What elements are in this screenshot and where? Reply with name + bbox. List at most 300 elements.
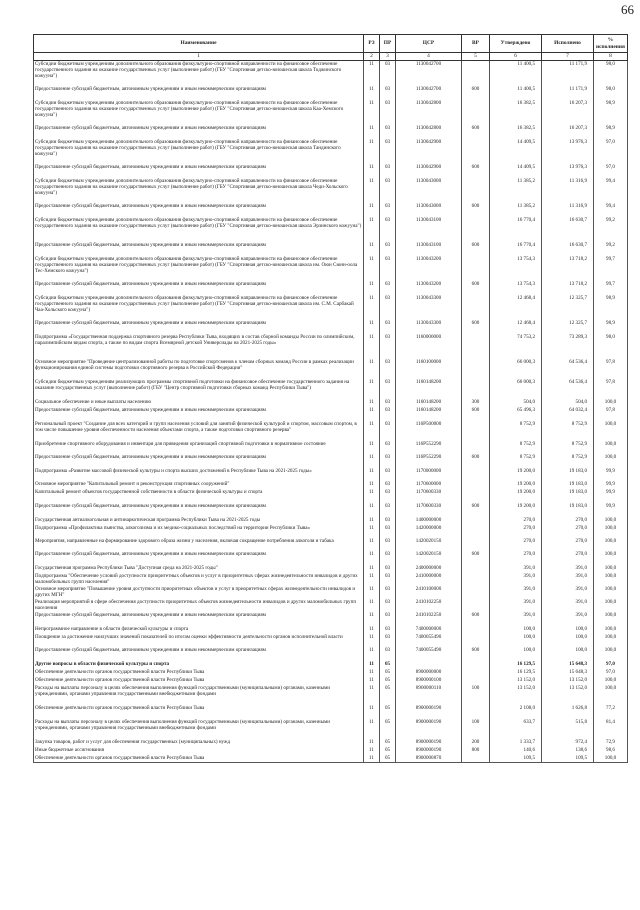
row-vr: 600 [462,454,490,468]
row-vr [462,525,490,538]
row-csr: 8900000190 [396,747,462,755]
row-executed: 515,8 [542,719,594,739]
row-percent: 97,0 [594,139,628,164]
row-rz: 11 [364,421,380,441]
row-approved: 504,0 [490,399,542,407]
row-name: Мероприятия, направленные на формирование здорового образа жизни у населения, включая сокращение потребления алкоголя и табака [34,538,364,551]
row-approved: 14 409,5 [490,139,542,164]
row-name: Расходы на выплаты персоналу в целях обеспечения выполнения функций государственными (муниципальными) органами, казенными учреждениями, органами управления государственными внебюджетными фондами [34,719,364,739]
row-csr: 1160100000 [396,359,462,379]
row-vr [462,669,490,677]
row-rz: 11 [364,61,380,86]
table-row [34,747,628,755]
row-name: Субсидии бюджетным учреждениям дополнительного образования физкультурно-спортивной направленности на финансовое обеспечение государственного задания на оказание государственных услуг (выполнение работ) (ГБУ "Спортивная детско-юношеская школа Эрзинского кожууна") [34,217,364,242]
row-percent: 81,4 [594,719,628,739]
row-approved: 13 152,0 [490,677,542,685]
row-name: Субсидии бюджетным учреждениям дополнительного образования физкультурно-спортивной направленности на финансовое обеспечение государственного задания на оказание государственных услуг (выполнение работ) (ГБУ "Спортивная детско-юношеская школа Тандинского кожууна") [34,139,364,164]
row-approved: 140,6 [490,747,542,755]
row-csr: 1170600330 [396,489,462,503]
row-vr: 200 [462,739,490,747]
row-csr: 1130043300 [396,320,462,334]
row-pr: 03 [380,565,396,573]
row-name: Обеспечение деятельности органов государственной власти Республики Тыва [34,677,364,685]
row-percent: 98,0 [594,86,628,100]
row-rz: 11 [364,125,380,139]
row-executed: 13 976,3 [542,139,594,164]
row-pr: 03 [380,242,396,256]
table-row [34,626,628,634]
row-vr [462,217,490,242]
row-name: Предоставление субсидий бюджетным, автономным учреждениям и иным некоммерческим организациям [34,86,364,100]
row-approved: 16 382,5 [490,100,542,125]
row-percent: 99,4 [594,178,628,203]
row-vr [462,599,490,612]
row-name: Поощрение за достижение наилучших значений показателей по итогам оценки эффективности деятельности органов исполнительной власти [34,634,364,647]
row-executed: 19 183,0 [542,503,594,517]
row-executed: 64 032,4 [542,407,594,421]
row-approved: 100,0 [490,626,542,634]
row-vr: 600 [462,647,490,661]
row-executed: 391,0 [542,586,594,599]
row-approved: 74 753,2 [490,334,542,359]
table-row [34,256,628,281]
row-vr [462,634,490,647]
table-row [34,551,628,565]
row-pr: 03 [380,538,396,551]
row-rz: 11 [364,634,380,647]
row-pr: 03 [380,586,396,599]
row-name: Предоставление субсидий бюджетным, автономным учреждениям и иным некоммерческим организациям [34,551,364,565]
row-csr: 1130042800 [396,125,462,139]
row-vr: 600 [462,164,490,178]
row-approved: 19 200,0 [490,468,542,481]
row-name: Обеспечение деятельности органов государственной власти Республики Тыва [34,669,364,677]
row-csr: 116P552290 [396,454,462,468]
row-approved: 270,0 [490,517,542,525]
row-percent: 100,0 [594,551,628,565]
table-row [34,481,628,489]
row-approved: 391,0 [490,612,542,626]
row-name: Предоставление субсидий бюджетным, автономным учреждениям и иным некоммерческим организациям [34,281,364,295]
row-vr: 600 [462,242,490,256]
row-rz: 11 [364,203,380,217]
header-rz: РЗ [364,35,380,53]
row-csr: 1420020150 [396,538,462,551]
row-pr: 03 [380,399,396,407]
row-csr: 8900000110 [396,685,462,705]
row-csr: 8900000100 [396,677,462,685]
row-rz: 11 [364,705,380,719]
row-csr: 1130043300 [396,295,462,320]
row-percent: 98,9 [594,295,628,320]
row-pr: 03 [380,573,396,586]
row-executed: 16 207,3 [542,125,594,139]
col-number: 8 [594,53,628,61]
row-rz: 11 [364,755,380,763]
row-executed: 100,0 [542,634,594,647]
row-name: Реализация мероприятий в сфере обеспечения доступности приоритетных объектов жизнедеятельности инвалидов и других маломобильных групп населения [34,599,364,612]
table-row [34,525,628,538]
row-approved: 633,7 [490,719,542,739]
row-pr: 03 [380,61,396,86]
table-row [34,139,628,164]
col-number: 3 [380,53,396,61]
row-pr: 03 [380,178,396,203]
row-percent: 99,9 [594,481,628,489]
col-number: 5 [462,53,490,61]
row-csr: 116P500000 [396,421,462,441]
table-row [34,320,628,334]
row-approved: 12 468,4 [490,295,542,320]
row-rz: 11 [364,334,380,359]
table-row [34,86,628,100]
row-rz: 11 [364,503,380,517]
row-rz: 11 [364,178,380,203]
table-row [34,125,628,139]
row-csr: 7400055490 [396,647,462,661]
row-percent: 97,0 [594,661,628,669]
row-approved: 16 770,4 [490,217,542,242]
row-rz: 11 [364,612,380,626]
row-csr: 7400055490 [396,634,462,647]
row-rz: 11 [364,441,380,454]
col-number: 6 [490,53,542,61]
row-rz: 11 [364,551,380,565]
row-name: Региональный проект "Создание для всех категорий и групп населения условий для занятий физической культурой и спортом, массовым спортом, в том числе повышение уровня обеспеченности населения объектами спорта, а также подготовки спортивного резерва" [34,421,364,441]
table-row [34,586,628,599]
row-percent: 72,9 [594,739,628,747]
table-row [34,407,628,421]
row-pr: 03 [380,256,396,281]
row-vr [462,489,490,503]
row-name: Капитальный ремонт объектов государственной собственности в области физической культуры и спорта [34,489,364,503]
row-rz: 11 [364,139,380,164]
row-name: Обеспечение деятельности органов государственной власти Республики Тыва [34,755,364,763]
row-pr: 03 [380,86,396,100]
row-rz: 11 [364,586,380,599]
row-executed: 270,0 [542,538,594,551]
row-vr [462,517,490,525]
row-approved: 66 000,3 [490,379,542,399]
table-row [34,634,628,647]
table-row [34,164,628,178]
row-percent: 97,0 [594,164,628,178]
table-row [34,612,628,626]
row-pr: 03 [380,320,396,334]
table-row [34,661,628,669]
row-percent: 100,0 [594,685,628,705]
row-executed: 13 718,2 [542,256,594,281]
row-pr: 03 [380,359,396,379]
table-row [34,399,628,407]
row-rz: 11 [364,719,380,739]
table-row [34,739,628,747]
row-vr [462,705,490,719]
row-csr: 1130043000 [396,178,462,203]
table-row [34,599,628,612]
row-name: Предоставление субсидий бюджетным, автономным учреждениям и иным некоммерческим организациям [34,454,364,468]
row-executed: 391,0 [542,573,594,586]
table-body [34,61,628,763]
row-name: Иные бюджетные ассигнования [34,747,364,755]
row-csr: 1160000000 [396,334,462,359]
row-rz: 11 [364,739,380,747]
row-name: Основное мероприятие "Капитальный ремонт и реконструкция спортивных сооружений" [34,481,364,489]
row-name: Основное мероприятие "Повышение уровня доступности приоритетных объектов и услуг в приоритетных сферах жизнедеятельности инвалидов и других МГН" [34,586,364,599]
row-vr [462,755,490,763]
row-rz: 11 [364,256,380,281]
row-csr: 1130043100 [396,217,462,242]
row-vr [462,661,490,669]
table-row [34,538,628,551]
header-percent: % исполнения [594,35,628,53]
row-rz: 11 [364,599,380,612]
row-vr [462,586,490,599]
row-percent: 98,9 [594,100,628,125]
row-pr: 03 [380,441,396,454]
table-row [34,565,628,573]
row-percent: 100,0 [594,399,628,407]
row-approved: 14 409,5 [490,164,542,178]
row-rz: 11 [364,320,380,334]
row-executed: 19 183,0 [542,489,594,503]
row-percent: 100,0 [594,573,628,586]
row-csr: 1170600330 [396,503,462,517]
row-percent: 99,9 [594,468,628,481]
row-percent: 100,0 [594,677,628,685]
row-executed: 8 752,9 [542,454,594,468]
row-percent: 99,9 [594,489,628,503]
row-executed: 64 536,4 [542,359,594,379]
row-percent: 99,2 [594,242,628,256]
header-name: Наименование [34,35,364,53]
row-csr: 116P552290 [396,441,462,454]
row-vr: 600 [462,125,490,139]
row-vr: 600 [462,320,490,334]
row-percent: 98,6 [594,747,628,755]
row-executed: 16 207,3 [542,100,594,125]
row-approved: 13 152,0 [490,685,542,705]
row-csr: 2410102250 [396,612,462,626]
table-row [34,677,628,685]
row-approved: 391,0 [490,565,542,573]
row-executed: 1 626,8 [542,705,594,719]
table-row [34,685,628,705]
row-name: Предоставление субсидий бюджетным, автономным учреждениям и иным некоммерческим организациям [34,407,364,421]
row-name: Субсидии бюджетным учреждениям дополнительного образования физкультурно-спортивной направленности на финансовое обеспечение государственного задания на оказание государственных услуг (выполнение работ) (ГБУ "Спортивная детско-юношеская школа Чеди-Хольского кожууна") [34,178,364,203]
row-pr: 03 [380,379,396,399]
table-row [34,61,628,86]
row-name: Предоставление субсидий бюджетным, автономным учреждениям и иным некоммерческим организациям [34,320,364,334]
row-approved: 2 108,0 [490,705,542,719]
row-vr: 600 [462,503,490,517]
row-pr: 03 [380,647,396,661]
row-approved: 100,0 [490,647,542,661]
table-row [34,719,628,739]
row-csr: 1130042900 [396,139,462,164]
row-executed: 109,5 [542,755,594,763]
row-vr [462,626,490,634]
row-executed: 13 976,3 [542,164,594,178]
row-csr: 7400000000 [396,626,462,634]
row-csr: 2410102250 [396,599,462,612]
row-pr: 05 [380,705,396,719]
row-rz: 11 [364,86,380,100]
row-name: Социальное обеспечение и иные выплаты населению [34,399,364,407]
row-vr [462,468,490,481]
row-rz: 11 [364,517,380,525]
table-row [34,359,628,379]
row-percent: 99,7 [594,256,628,281]
row-executed: 19 183,0 [542,468,594,481]
row-name: Предоставление субсидий бюджетным, автономным учреждениям и иным некоммерческим организациям [34,125,364,139]
row-rz: 11 [364,454,380,468]
row-executed: 12 325,7 [542,320,594,334]
row-rz: 11 [364,100,380,125]
row-vr [462,379,490,399]
table-row [34,217,628,242]
row-pr: 03 [380,281,396,295]
budget-table [33,34,628,763]
row-csr: 2410000000 [396,573,462,586]
row-percent: 98,0 [594,334,628,359]
row-approved: 8 752,9 [490,421,542,441]
row-approved: 19 200,0 [490,503,542,517]
row-approved: 65 496,3 [490,407,542,421]
row-csr: 1160148200 [396,407,462,421]
row-pr: 05 [380,661,396,669]
row-rz: 11 [364,565,380,573]
row-executed: 64 536,4 [542,379,594,399]
row-rz: 11 [364,747,380,755]
row-vr [462,256,490,281]
row-executed: 391,0 [542,565,594,573]
row-rz: 11 [364,669,380,677]
row-vr [462,359,490,379]
table-row [34,100,628,125]
table-row [34,281,628,295]
row-csr: 8900000190 [396,705,462,719]
row-percent: 100,0 [594,586,628,599]
row-rz: 11 [364,359,380,379]
row-csr: 1130043200 [396,256,462,281]
row-approved: 391,0 [490,599,542,612]
row-approved: 16 382,5 [490,125,542,139]
row-vr: 600 [462,407,490,421]
row-approved: 16 129,5 [490,661,542,669]
row-executed: 11 171,9 [542,61,594,86]
row-pr: 03 [380,454,396,468]
row-percent: 100,0 [594,612,628,626]
row-pr: 03 [380,525,396,538]
row-executed: 100,0 [542,647,594,661]
row-executed: 138,6 [542,747,594,755]
row-percent: 100,0 [594,441,628,454]
row-pr: 05 [380,739,396,747]
row-rz: 11 [364,399,380,407]
row-executed: 11 316,9 [542,178,594,203]
row-approved: 11 385,2 [490,178,542,203]
row-csr: 1130042800 [396,100,462,125]
row-approved: 270,0 [490,538,542,551]
row-approved: 270,0 [490,525,542,538]
row-rz: 11 [364,164,380,178]
row-name: Закупка товаров, работ и услуг для обеспечения государственных (муниципальных) нужд [34,739,364,747]
row-pr: 03 [380,100,396,125]
row-name: Субсидии бюджетным учреждениям дополнительного образования физкультурно-спортивной направленности на финансовое обеспечение государственного задания на оказание государственных услуг (выполнение работ) (ГБУ "Спортивная детско-юношеская школа им. Оюн Сюнн-оола Тес-Хемского кожууна") [34,256,364,281]
row-approved: 391,0 [490,586,542,599]
row-pr: 03 [380,551,396,565]
row-executed: 391,0 [542,612,594,626]
row-name: Расходы на выплаты персоналу в целях обеспечения выполнения функций государственными (муниципальными) органами, казенными учреждениями, органами управления государственными внебюджетными фондами [34,685,364,705]
row-percent: 100,0 [594,454,628,468]
row-executed: 270,0 [542,525,594,538]
row-vr [462,441,490,454]
col-number: 2 [364,53,380,61]
table-row [34,178,628,203]
row-executed: 19 183,0 [542,481,594,489]
row-pr: 03 [380,468,396,481]
row-percent: 97,8 [594,359,628,379]
row-executed: 504,0 [542,399,594,407]
row-name: Другие вопросы в области физической культуры и спорта [34,661,364,669]
row-csr: 1130042700 [396,61,462,86]
row-csr: 1160148200 [396,379,462,399]
row-name: Государственная антиалкогольная и антинаркотическая программа Республики Тыва на 2021-2025 годы [34,517,364,525]
row-vr: 600 [462,281,490,295]
row-name: Подпрограмма «Развитие массовой физической культуры и спорта высших достижений в Республике Тыва на 2021-2025 годы» [34,468,364,481]
row-csr: 2400000000 [396,565,462,573]
row-pr: 03 [380,489,396,503]
row-pr: 05 [380,669,396,677]
row-pr: 05 [380,747,396,755]
row-pr: 05 [380,755,396,763]
row-csr: 1130043100 [396,242,462,256]
row-percent: 100,0 [594,525,628,538]
row-percent: 100,0 [594,599,628,612]
col-number: 1 [34,53,364,61]
row-csr: 8900000190 [396,719,462,739]
row-vr [462,538,490,551]
row-rz: 11 [364,281,380,295]
row-vr [462,139,490,164]
row-name: Субсидии бюджетным учреждениям реализующих программы спортивной подготовки на финансовое обеспечение государственного задания на оказание государственных услуг (выполнение работ) (ГБУ "Центр спортивной подготовки сборных команд Республики Тыва") [34,379,364,399]
row-approved: 11 385,2 [490,203,542,217]
table-row [34,379,628,399]
row-csr: 1130042700 [396,86,462,100]
row-csr: 1400000000 [396,517,462,525]
row-vr [462,61,490,86]
row-pr: 03 [380,612,396,626]
row-executed: 13 152,0 [542,677,594,685]
row-percent: 99,4 [594,203,628,217]
row-name: Подпрограмма "Обеспечение условий доступности приоритетных объектов и услуг в приоритетных сферах жизнедеятельности инвалидов и других маломобильных групп населения" [34,573,364,586]
row-pr: 03 [380,421,396,441]
row-name: Предоставление субсидий бюджетным, автономным учреждениям и иным некоммерческим организациям [34,647,364,661]
row-name: Предоставление субсидий бюджетным, автономным учреждениям и иным некоммерческим организациям [34,164,364,178]
row-executed: 73 289,3 [542,334,594,359]
row-pr: 05 [380,685,396,705]
row-executed: 270,0 [542,517,594,525]
row-executed: 13 718,2 [542,281,594,295]
row-rz: 11 [364,468,380,481]
row-csr: 1170600000 [396,481,462,489]
row-approved: 8 752,9 [490,441,542,454]
row-approved: 11 400,5 [490,61,542,86]
row-percent: 100,0 [594,647,628,661]
row-pr: 03 [380,139,396,164]
row-executed: 15 648,3 [542,661,594,669]
